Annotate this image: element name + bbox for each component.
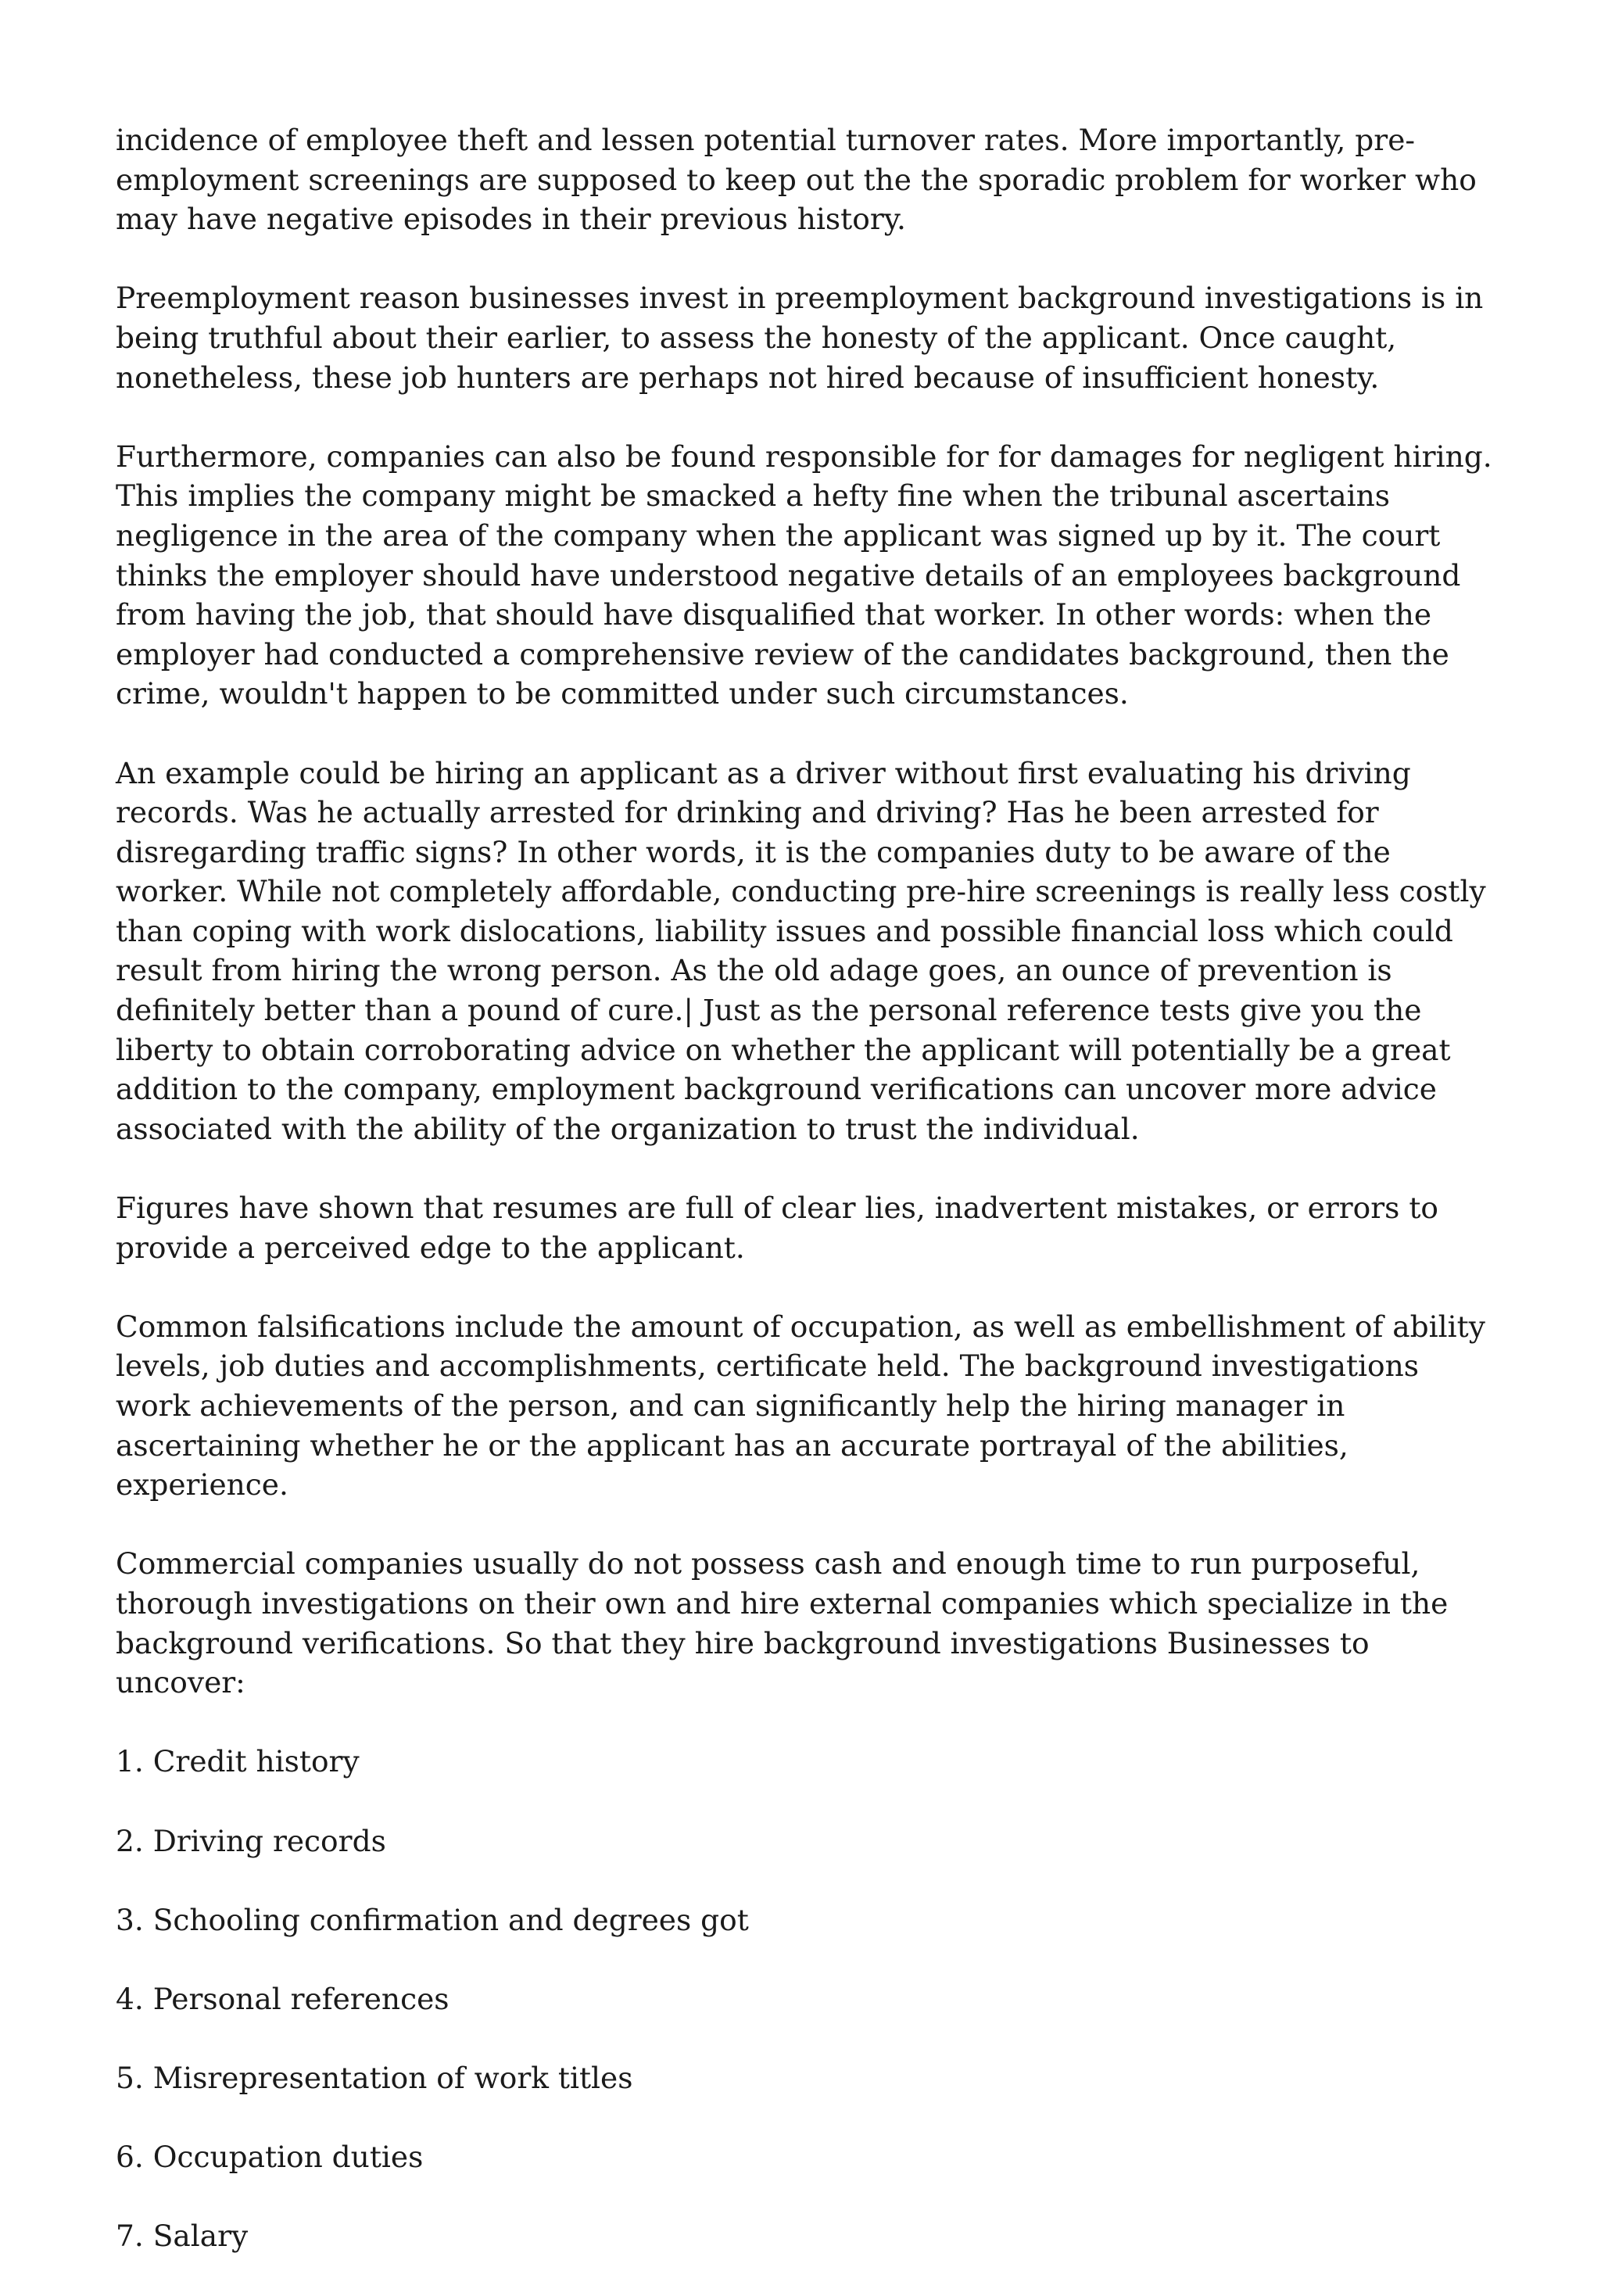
- document-page: [116, 120, 1499, 2296]
- paragraph: incidence of employee theft and lessen potential turnover rates. More importantly, pre-employment screenings are supposed to keep out the the sporadic problem for worker who may have negative episodes in their previous history.: [116, 123, 1477, 237]
- paragraph: Figures have shown that resumes are full of clear lies, inadvertent mistakes, or errors to provide a perceived edge to the applicant.: [116, 1191, 1438, 1265]
- paragraph: Furthermore, companies can also be found responsible for for damages for negligent hiring. This implies the company might be smacked a hefty fine when the tribunal ascertains negligence in the area of the company when the applicant was signed up by it. The court thinks the employer should have understood negative details of an employees background from having the job, that should have disqualified that worker. In other words: when the employer had conducted a comprehensive review of the candidates background, then the crime, wouldn't happen to be committed under such circumstances.: [116, 439, 1492, 711]
- list-item: 2. Driving records: [116, 1823, 386, 1858]
- list-item: 7. Salary: [116, 2219, 249, 2254]
- paragraph: An example could be hiring an applicant as a driver without first evaluating his driving records. Was he actually arrested for drinking and driving? Has he been arrested for disregarding traffic signs? In other words, it is the companies duty to be aware of the worker. While not completely affordable, conducting pre-hire screenings is really less costly than coping with work dislocations, liability issues and possible financial loss which could result from hiring the wrong person. As the old adage goes, an ounce of prevention is definitely better than a pound of cure.| Just as the personal reference tests give you the liberty to obtain corroborating advice on whether the applicant will potentially be a great addition to the company, employment background verifications can uncover more advice associated with the ability of the organization to trust the individual.: [116, 755, 1486, 1146]
- paragraph: Commercial companies usually do not possess cash and enough time to run purposeful, thorough investigations on their own and hire external companies which specialize in the background verifications. So that they hire background investigations Businesses to uncover:: [116, 1546, 1449, 1700]
- list-item: 4. Personal references: [116, 1981, 449, 2016]
- paragraph: Common falsifications include the amount of occupation, as well as embellishment of ability levels, job duties and accomplishments, certificate held. The background investigations work achievements of the person, and can significantly help the hiring manager in ascertaining whether he or the applicant has an accurate portrayal of the abilities, experience.: [116, 1309, 1485, 1503]
- paragraph: Preemployment reason businesses invest in preemployment background investigations is in being truthful about their earlier, to assess the honesty of the applicant. Once caught, nonetheless, these job hunters are perhaps not hired because of insufficient honesty.: [116, 281, 1484, 395]
- numbered-list: [116, 1742, 1499, 2256]
- list-item: 1. Credit history: [116, 1744, 360, 1779]
- list-item: 3. Schooling confirmation and degrees got: [116, 1902, 749, 1937]
- list-item: 6. Occupation duties: [116, 2140, 424, 2175]
- list-item: 5. Misrepresentation of work titles: [116, 2061, 633, 2096]
